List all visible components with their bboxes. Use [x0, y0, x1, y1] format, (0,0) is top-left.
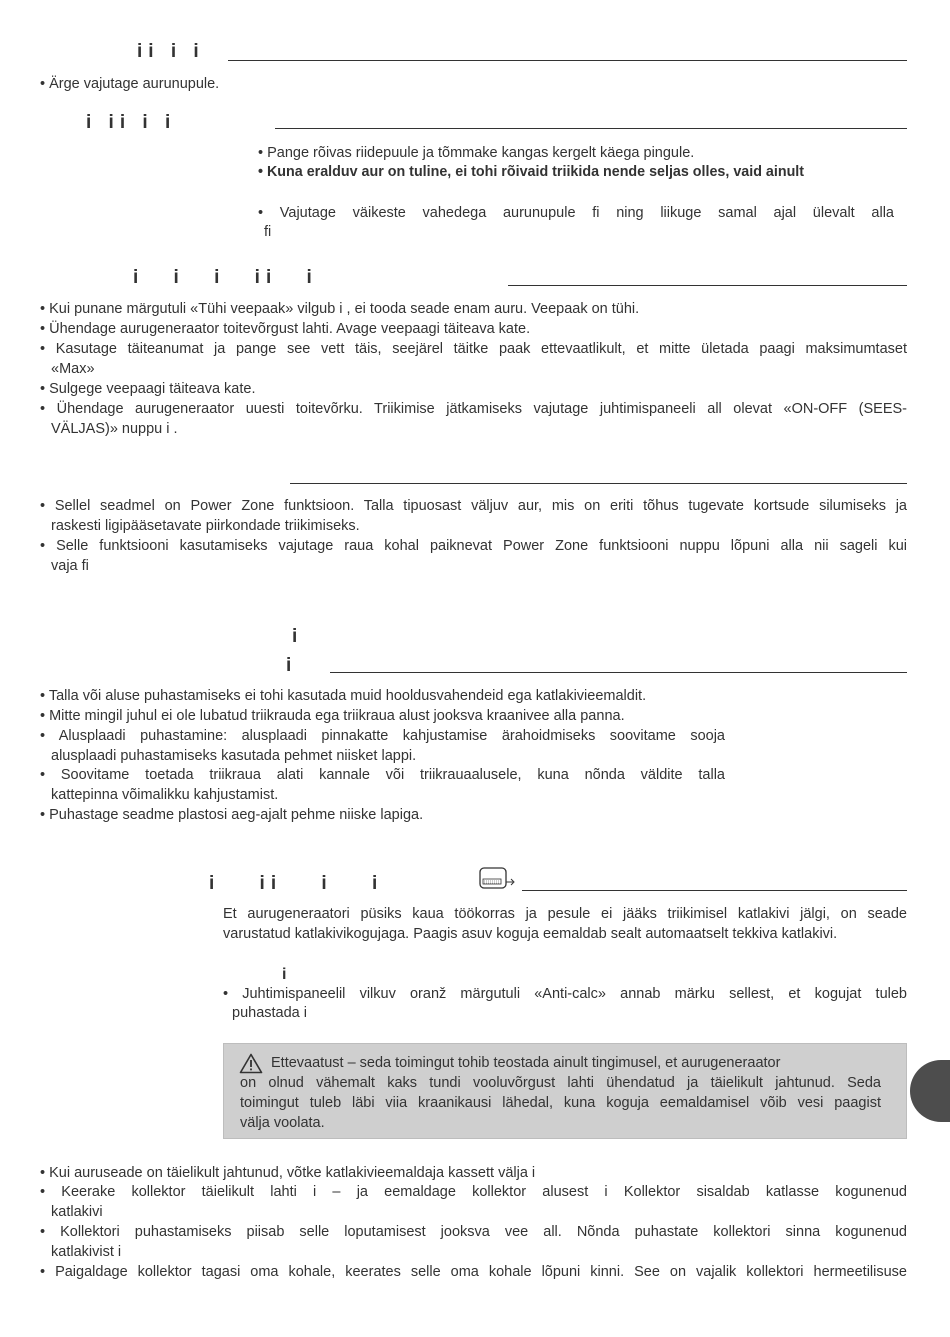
warning-line: on olnud vähemalt kaks tundi vooluvõrgust lahti ühendatud ja täielikult jahtunud. Seda: [240, 1075, 881, 1091]
bullet-line: • Kasutage täiteanumat ja pange see vett täis, seejärel täitke paak ettevaatlikult, et mitte ületada paagi maksimumtaset: [40, 341, 907, 357]
section-heading-5: i: [286, 655, 298, 676]
bullet-line: • Kollektori puhastamiseks piisab selle loputamisest jooksva vee all. Nõnda puhastate kollektori sinna kogunenud: [40, 1224, 907, 1240]
warning-box: [223, 1043, 907, 1139]
bullet-line: • Ühendage aurugeneraator toitevõrgust lahti. Avage veepaagi täiteava kate.: [40, 321, 531, 337]
subheading: i: [282, 966, 293, 983]
bullet-line-cont: VÄLJAS)» nuppu i .: [51, 421, 178, 437]
descaling-collector-icon: [478, 866, 518, 892]
bullet-line-cont: katlakivi: [51, 1204, 103, 1220]
bullet-line-cont: katlakivist i: [51, 1244, 122, 1260]
bullet-line-cont: raskesti ligipääsetavate piirkondade triikimiseks.: [51, 518, 360, 534]
paragraph-line: Et aurugeneraatori püsiks kaua töökorras ja pesule ei jääks triikimisel katlakivi jälgi, on seade: [223, 906, 907, 922]
section-heading-5-top: i: [292, 626, 304, 647]
bullet-line: • Kui auruseade on täielikult jahtunud, võtke katlakivieemaldaja kassett välja i: [40, 1165, 536, 1181]
bullet-line: fi: [264, 224, 272, 240]
warning-line: Ettevaatust – seda toimingut tohib teostada ainult tingimusel, et aurugeneraator: [271, 1055, 781, 1071]
section-heading-1: ii i i: [137, 41, 205, 62]
bullet-line: • Ärge vajutage aurunupule.: [40, 76, 220, 92]
bullet-line-cont: kattepinna võimalikku kahjustamist.: [51, 787, 279, 803]
bullet-line: • Soovitame toetada triikraua alati kannale või triikrauaalusele, kuna nõnda väldite talla: [40, 767, 725, 783]
warning-triangle-icon: [239, 1053, 263, 1074]
bullet-line: • Talla või aluse puhastamiseks ei tohi kasutada muid hooldusvahendeid ega katlakivieemaldit.: [40, 688, 647, 704]
bullet-line: • Puhastage seadme plastosi aeg-ajalt pehme niiske lapiga.: [40, 807, 424, 823]
heading-rule-1: [228, 60, 907, 61]
bullet-line: • Kui punane märgutuli «Tühi veepaak» vilgub i , ei tooda seade enam auru. Veepaak on tühi.: [40, 301, 640, 317]
heading-rule-6: [522, 890, 907, 891]
bullet-line-bold: • Kuna eralduv aur on tuline, ei tohi rõivaid triikida nende seljas olles, vaid ainult: [258, 164, 805, 180]
heading-rule-2: [275, 128, 907, 129]
heading-rule-4: [290, 483, 907, 484]
bullet-line: • Sellel seadmel on Power Zone funktsioon. Talla tipuosast väljuv aur, mis on eriti tõhus tugevate kortsude silumiseks ja: [40, 498, 907, 514]
paragraph-line: varustatud katlakivikogujaga. Paagis asuv koguja eemaldab sealt automaatselt tekkiva katlakivi.: [223, 926, 838, 942]
bullet-line: • Paigaldage kollektor tagasi oma kohale, keerates selle oma kohale lõpuni kinni. See on vajalik kollektori hermeetilisuse: [40, 1264, 907, 1280]
bullet-line: • Vajutage väikeste vahedega aurunupule fi ning liikuge samal ajal ülevalt alla: [258, 205, 894, 221]
section-heading-3: i i i ii i: [133, 267, 318, 288]
bullet-line: • Alusplaadi puhastamine: alusplaadi pinnakatte kahjustamise ärahoidmiseks soovitame sooja: [40, 728, 725, 744]
warning-line: välja voolata.: [240, 1115, 325, 1131]
heading-rule-5: [330, 672, 907, 673]
bullet-line: • Selle funktsiooni kasutamiseks vajutage raua kohal paiknevat Power Zone funktsiooni nuppu lõpuni alla nii sageli kui: [40, 538, 907, 554]
bullet-line: • Ühendage aurugeneraator uuesti toitevõrku. Triikimise jätkamiseks vajutage juhtimispaneeli all olevat «ON-OFF (SEES-: [40, 401, 907, 417]
heading-rule-3: [508, 285, 907, 286]
section-heading-6: i ii i i: [209, 873, 384, 894]
bullet-line-cont: vaja fi: [51, 558, 89, 574]
bullet-line-cont: puhastada i: [232, 1005, 307, 1021]
bullet-line: • Juhtimispaneelil vilkuv oranž märgutuli «Anti-calc» annab märku sellest, et kogujat tuleb: [223, 986, 907, 1002]
warning-line: toimingut tuleb läbi viia kraanikausi lähedal, kuna koguja eemaldamisel võib vesi paagist: [240, 1095, 881, 1111]
bullet-line-cont: «Max»: [51, 361, 95, 377]
bullet-line: • Keerake kollektor täielikult lahti i – ja eemaldage kollektor alusest i Kollektor sisaldab katlasse kogunenud: [40, 1184, 907, 1200]
section-heading-2: i ii i i: [86, 112, 177, 133]
page-tab: [910, 1060, 950, 1122]
bullet-line: • Mitte mingil juhul ei ole lubatud triikrauda ega triikraua alust jooksva kraanivee alla panna.: [40, 708, 625, 724]
bullet-line-cont: alusplaadi puhastamiseks kasutada pehmet niisket lappi.: [51, 748, 417, 764]
bullet-line: • Pange rõivas riidepuule ja tõmmake kangas kergelt käega pingule.: [258, 145, 695, 161]
bullet-line: • Sulgege veepaagi täiteava kate.: [40, 381, 256, 397]
